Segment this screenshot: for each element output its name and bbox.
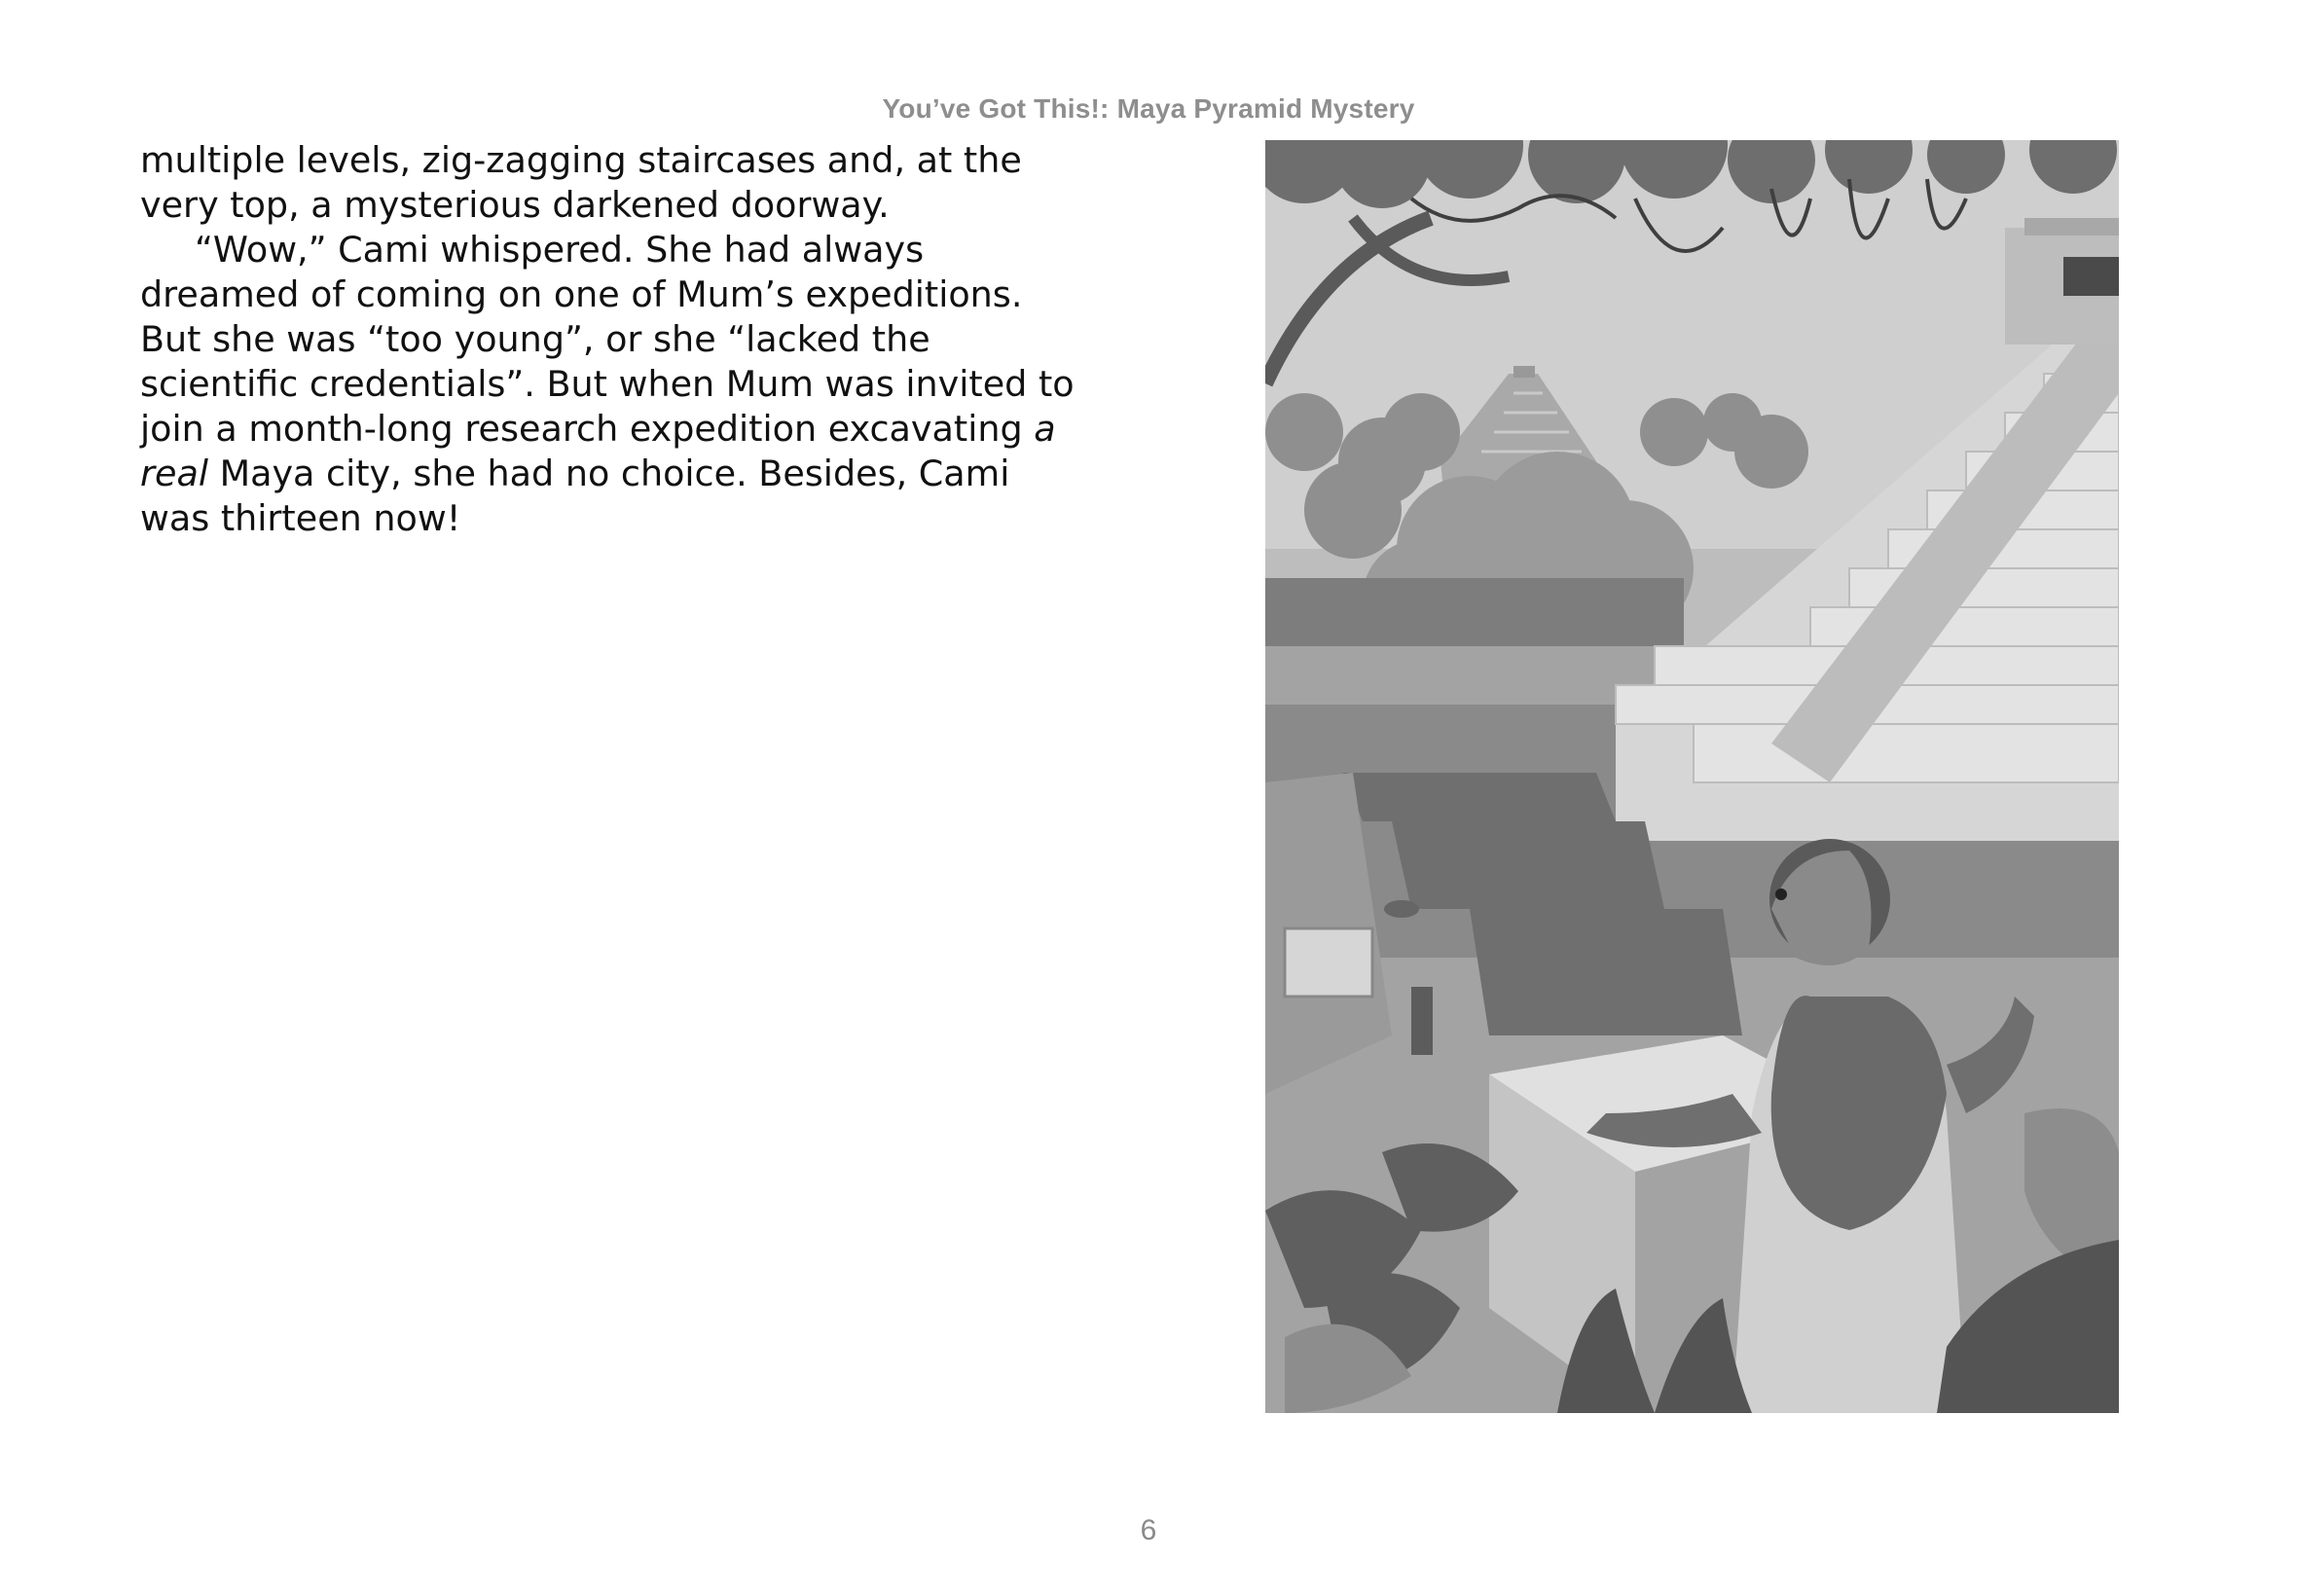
paragraph-1: multiple levels, zig-zagging staircases and, at the very top, a mysterious darkened doorway. [140, 139, 1022, 226]
page-number: 6 [1140, 1514, 1157, 1546]
pyramid-illustration [1265, 140, 2119, 1413]
book-title: You’ve Got This!: Maya Pyramid Mystery [882, 93, 1415, 124]
paragraph-2-italic: a real [140, 408, 1056, 494]
paragraph-2 [140, 228, 1075, 541]
page-text [140, 138, 1075, 541]
paragraph-2-end: Maya city, she had no choice. Besides, Cami was thirteen now! [140, 453, 1010, 539]
paragraph-2-start: “Wow,” Cami whispered. She had always dreamed of coming on one of Mum’s expeditions. But she was “too young”, or she “lacked the scientific credentials”. But when Mum was invited to join a month-long research expedition excavating [140, 229, 1075, 450]
